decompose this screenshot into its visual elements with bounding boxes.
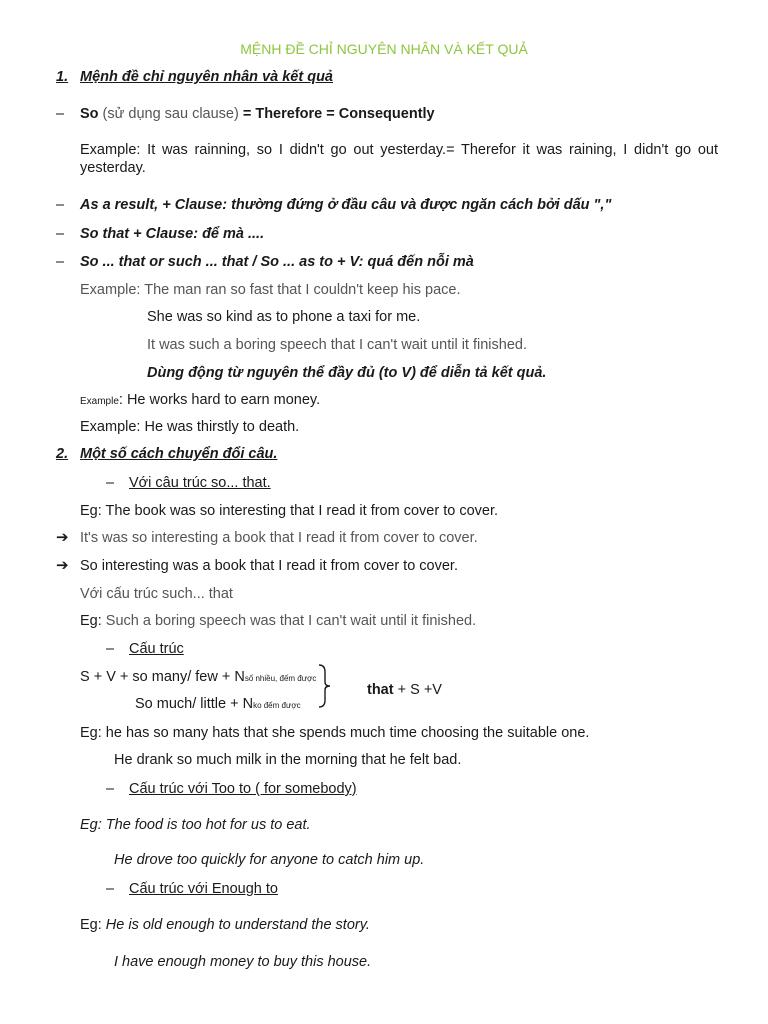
section2-number: 2.	[56, 446, 69, 462]
eg-book	[80, 502, 498, 520]
so-note: (sử dụng sau clause)	[98, 106, 243, 122]
formula-main: S + V + so many/ few + N	[80, 669, 245, 685]
infinitive-note: Dùng động từ nguyên thể đầy đủ (to V) để diễn tả kết quả.	[147, 365, 547, 381]
example-milk: He drank so much milk in the morning that he felt bad.	[114, 752, 462, 768]
so-such-rule: So ... that or such ... that / So ... as to + V: quá đến nỗi mà	[80, 254, 474, 270]
example-money: I have enough money to buy this house.	[114, 954, 372, 970]
formula-subscript: ko đếm được	[253, 701, 301, 710]
formula-much-little	[135, 695, 301, 715]
eg-text: He is old enough to understand the story.	[105, 917, 370, 933]
section2-heading: Một số cách chuyển đổi câu.	[80, 446, 278, 462]
arrow-icon: ➔	[56, 557, 69, 574]
so-that-structure-heading: Với câu trúc so... that.	[129, 475, 271, 491]
formula-result	[367, 681, 442, 699]
bullet-dash: –	[56, 106, 65, 122]
formula-subscript: số nhiều, đếm được	[244, 674, 317, 683]
structure-heading: Cấu trúc	[129, 641, 184, 657]
transform-2: So interesting was a book that I read it from cover to cover.	[80, 558, 458, 574]
eg-text: he has so many hats that she spends much time choosing the suitable one.	[105, 725, 590, 741]
example-drove: He drove too quickly for anyone to catch him up.	[114, 852, 425, 868]
example-label-small: Example	[80, 396, 119, 407]
bullet-dash: –	[56, 226, 65, 242]
bullet-dash: –	[106, 881, 115, 897]
so-equivalents: = Therefore = Consequently	[242, 106, 435, 122]
eg-food: Eg: The food is too hot for us to eat.	[80, 817, 311, 833]
eg-speech	[80, 612, 476, 630]
formula-many-few	[80, 668, 316, 688]
example-thirsty: Example: He was thirstly to death.	[80, 419, 300, 435]
that-word: that	[367, 682, 394, 698]
bullet-dash: –	[56, 197, 65, 213]
example-boring: It was such a boring speech that I can't wait until it finished.	[147, 337, 527, 353]
arrow-icon: ➔	[56, 529, 69, 546]
bullet-dash: –	[106, 641, 115, 657]
so-rule	[80, 105, 435, 123]
such-structure-heading: Với cấu trúc such... that	[80, 586, 233, 602]
as-a-result-rule: As a result, + Clause: thường đứng ở đầu câu và được ngăn cách bởi dấu ","	[80, 197, 612, 213]
eg-hats	[80, 724, 589, 742]
enough-structure-heading: Cấu trúc với Enough to	[129, 881, 278, 897]
eg-label: Eg:	[80, 613, 106, 629]
example-label: Example:	[80, 282, 145, 298]
transform-1: It's was so interesting a book that I read it from cover to cover.	[80, 530, 478, 546]
curly-brace-icon	[318, 664, 332, 708]
eg-old	[80, 916, 370, 934]
example-kind: She was so kind as to phone a taxi for me.	[147, 309, 421, 325]
formula-rest: + S +V	[393, 682, 442, 698]
example-work	[80, 391, 320, 411]
too-structure-heading: Cấu trúc với Too to ( for somebody)	[129, 781, 357, 797]
eg-label: Eg:	[80, 917, 106, 933]
so-that-rule: So that + Clause: để mà ....	[80, 226, 265, 242]
eg-label: Eg:	[80, 725, 106, 741]
bullet-dash: –	[56, 254, 65, 270]
bullet-dash: –	[106, 475, 115, 491]
so-word: So	[80, 106, 99, 122]
eg-text: The book was so interesting that I read it from cover to cover.	[105, 503, 499, 519]
document-title: MỆNH ĐỀ CHỈ NGUYÊN NHÂN VÀ KẾT QUẢ	[240, 41, 528, 57]
bullet-dash: –	[106, 781, 115, 797]
formula-main: So much/ little + N	[135, 696, 254, 712]
example-man	[80, 281, 461, 299]
example-text: The man ran so fast that I couldn't keep his pace.	[144, 282, 461, 298]
example-rain: Example: It was rainning, so I didn't go out yesterday.= Therefor it was raining, I didn't go out yesterday.	[80, 142, 718, 176]
eg-text: Such a boring speech was that I can't wait until it finished.	[105, 613, 477, 629]
eg-label: Eg:	[80, 503, 106, 519]
section1-heading: Mệnh đề chỉ nguyên nhân và kết quả	[80, 69, 333, 85]
example-text: : He works hard to earn money.	[118, 392, 321, 408]
section1-number: 1.	[56, 69, 69, 85]
